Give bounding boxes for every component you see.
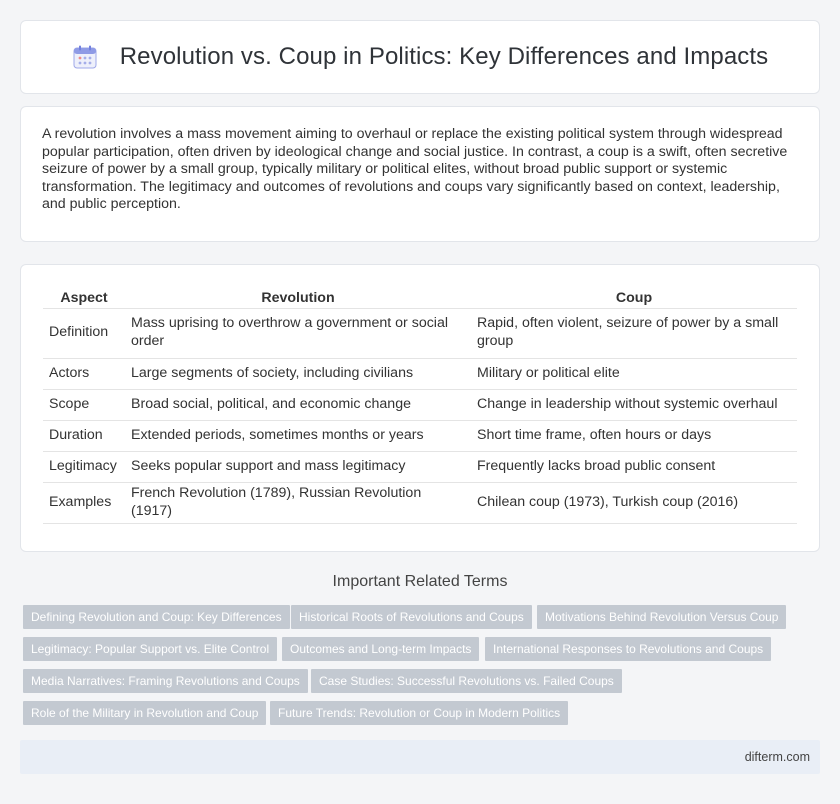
- cell-aspect: Definition: [43, 308, 125, 358]
- cell-aspect: Duration: [43, 420, 125, 451]
- related-term-tag[interactable]: International Responses to Revolutions and Coups: [485, 637, 771, 661]
- cell-revolution: Seeks popular support and mass legitimacy: [125, 451, 471, 482]
- related-term-tag[interactable]: Future Trends: Revolution or Coup in Modern Politics: [270, 701, 568, 725]
- cell-aspect: Actors: [43, 358, 125, 389]
- cell-coup: Military or political elite: [471, 358, 797, 389]
- cell-coup: Chilean coup (1973), Turkish coup (2016): [471, 482, 797, 523]
- related-term-tag[interactable]: Outcomes and Long-term Impacts: [282, 637, 479, 661]
- cell-revolution: Extended periods, sometimes months or years: [125, 420, 471, 451]
- header-coup: Coup: [471, 284, 797, 308]
- comparison-card: [20, 264, 820, 552]
- cell-revolution: Large segments of society, including civilians: [125, 358, 471, 389]
- related-term-tag[interactable]: Legitimacy: Popular Support vs. Elite Control: [23, 637, 277, 661]
- table-header-row: [43, 284, 797, 308]
- intro-card: [20, 106, 820, 242]
- table-row: [43, 358, 797, 389]
- table-row: [43, 482, 797, 523]
- related-term-tag[interactable]: Case Studies: Successful Revolutions vs. Failed Coups: [311, 669, 622, 693]
- cell-coup: Frequently lacks broad public consent: [471, 451, 797, 482]
- cell-coup: Rapid, often violent, seizure of power by a small group: [471, 308, 797, 358]
- header-aspect: Aspect: [43, 284, 125, 308]
- footer-site-name[interactable]: difterm.com: [744, 750, 810, 764]
- related-terms-heading: Important Related Terms: [332, 573, 508, 590]
- comparison-table: [43, 284, 797, 524]
- cell-aspect: Legitimacy: [43, 451, 125, 482]
- cell-revolution: Mass uprising to overthrow a government or social order: [125, 308, 471, 358]
- related-term-tag[interactable]: Motivations Behind Revolution Versus Coup: [537, 605, 786, 629]
- table-row: [43, 420, 797, 451]
- cell-coup: Change in leadership without systemic overhaul: [471, 389, 797, 420]
- related-term-tag[interactable]: Media Narratives: Framing Revolutions and Coups: [23, 669, 308, 693]
- title-wrap: [72, 43, 769, 71]
- cell-coup: Short time frame, often hours or days: [471, 420, 797, 451]
- header-card: [20, 20, 820, 94]
- related-term-tag[interactable]: Defining Revolution and Coup: Key Differences: [23, 605, 290, 629]
- calendar-icon: [72, 44, 98, 70]
- table-row: [43, 389, 797, 420]
- cell-aspect: Scope: [43, 389, 125, 420]
- cell-aspect: Examples: [43, 482, 125, 523]
- header-revolution: Revolution: [125, 284, 471, 308]
- table-row: [43, 451, 797, 482]
- related-term-tag[interactable]: Historical Roots of Revolutions and Coups: [291, 605, 532, 629]
- table-row: [43, 308, 797, 358]
- cell-revolution: Broad social, political, and economic change: [125, 389, 471, 420]
- intro-paragraph: A revolution involves a mass movement aiming to overhaul or replace the existing political system through widespread popular participation, often driven by ideological change and social justice. In contrast, a coup is a swift, often secretive seizure of power by a small group, typically military or political elites, without broad public support or systemic transformation. The legitimacy and outcomes of revolutions and coups vary significantly based on context, leadership, and public perception.: [42, 126, 788, 213]
- footer: [20, 740, 820, 774]
- cell-revolution: French Revolution (1789), Russian Revolution (1917): [125, 482, 471, 523]
- page-title: Revolution vs. Coup in Politics: Key Differences and Impacts: [119, 43, 769, 70]
- related-term-tag[interactable]: Role of the Military in Revolution and Coup: [23, 701, 266, 725]
